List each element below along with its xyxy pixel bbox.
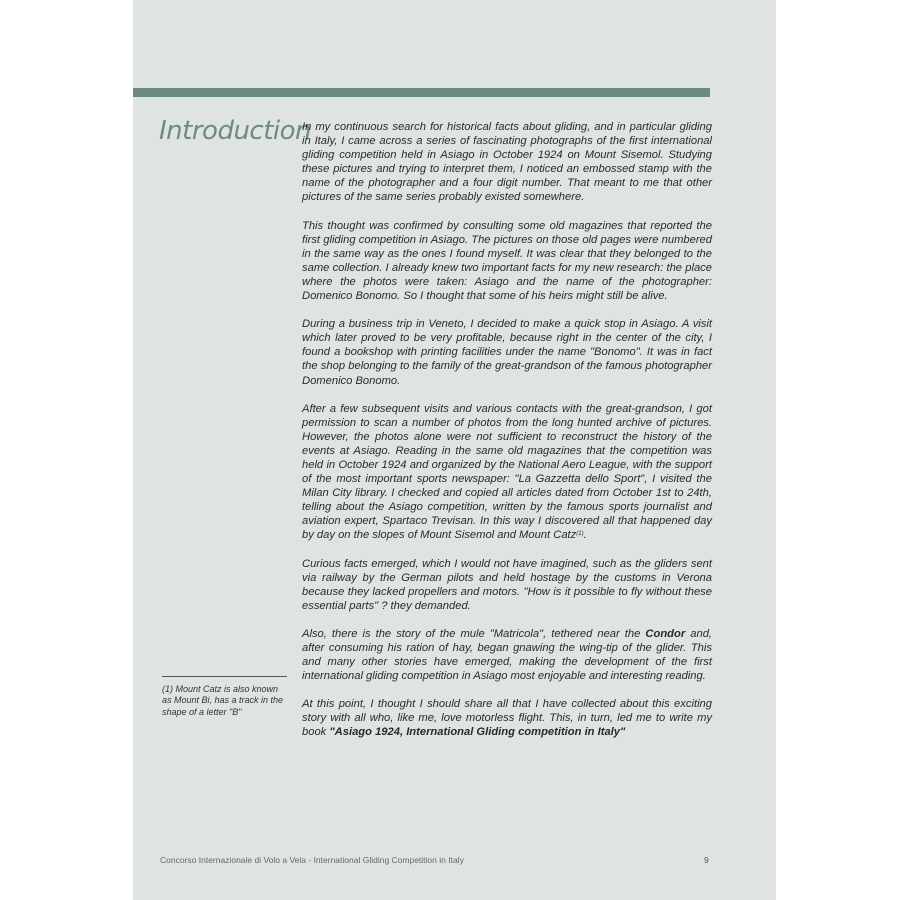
header-rule: [133, 88, 710, 97]
paragraph-1: In my continuous search for historical facts about gliding, and in particular gliding in Italy, I came across a series of fascinating photographs of the first international gliding competition held in Asiago in October 1924 on Mount Sisemol. Studying these pictures and trying to interpret them, I noticed an embossed stamp with the name of the photographer and a four digit number. That meant to me that other pictures of the same series probably existed somewhere.: [302, 121, 712, 204]
footnote-rule: [162, 676, 287, 677]
footnote-ref: (1): [576, 531, 584, 538]
condor-text: Condor: [645, 627, 686, 640]
body-text: [302, 120, 712, 754]
paragraph-6: [302, 627, 712, 683]
book-page: [133, 0, 776, 900]
paragraph-4-text: After a few subsequent visits and various contacts with the great-grandson, I got permission to scan a number of photos from the long hunted archive of pictures. However, the photos alone were not sufficient to reconstruct the history of the events at Asiago. Reading in the same old magazines that the competition was held in October 1924 and organized by the National Aero League, with the support of the most important sports newspaper: "La Gazzetta dello Sport", I visited the Milan City library. I checked and copied all articles dated from October 1st to 24th, telling about the Asiago competition, written by the famous sports journalist and aviation expert, Spartaco Trevisan. In this way I discovered all that happened day by day on the slopes of Mount Sisemol and Mount Catz: [302, 402, 712, 542]
paragraph-2: This thought was confirmed by consulting some old magazines that reported the first gliding competition in Asiago. The pictures on those old pages were numbered in the same way as the ones I found myself. It was clear that they belonged to the same collection. I already knew two important facts for my new research: the place where the photos were taken: Asiago and the name of the photographer: Domenico Bonomo. So I thought that some of his heirs might still be alive.: [302, 219, 712, 303]
paragraph-7-text: At this point, I thought I should share all that I have collected about this exciting story with all who, like me, love motorless flight. This, in turn, led me to write my book: [302, 698, 712, 739]
paragraph-4: [302, 402, 712, 543]
paragraph-6-end: and, after consuming his ration of hay, began gnawing the wing-tip of the glider. This and many other stories have emerged, making the development of the first international gliding competition in Asiago most enjoyable and interesting reading.: [302, 627, 713, 683]
footnote: (1) Mount Catz is also known as Mount Bi, has a track in the shape of a letter "B": [162, 684, 284, 717]
paragraph-3: During a business trip in Veneto, I decided to make a quick stop in Asiago. A visit which later proved to be very profitable, because right in the center of the city, I found a bookshop with printing facilities under the name "Bonomo". It was in fact the shop belonging to the family of the great-grandson of the famous photographer Domenico Bonomo.: [302, 318, 712, 387]
paragraph-4-end: .: [583, 529, 587, 542]
paragraph-6-start: Also, there is the story of the mule "Matricola", tethered near the: [302, 627, 641, 640]
paragraph-7: [302, 697, 712, 739]
section-title: Introduction: [159, 116, 312, 146]
book-title: "Asiago 1924, International Gliding competition in Italy": [329, 726, 626, 739]
paragraph-5: Curious facts emerged, which I would not have imagined, such as the gliders sent via railway by the German pilots and held hostage by the customs in Verona because they lacked propellers and motors. "How is it possible to fly without these essential parts" ? they demanded.: [302, 557, 712, 612]
footer-text: Concorso Internazionale di Volo a Vela - International Gliding Competition in Italy: [160, 855, 464, 865]
page-number: 9: [704, 855, 709, 865]
